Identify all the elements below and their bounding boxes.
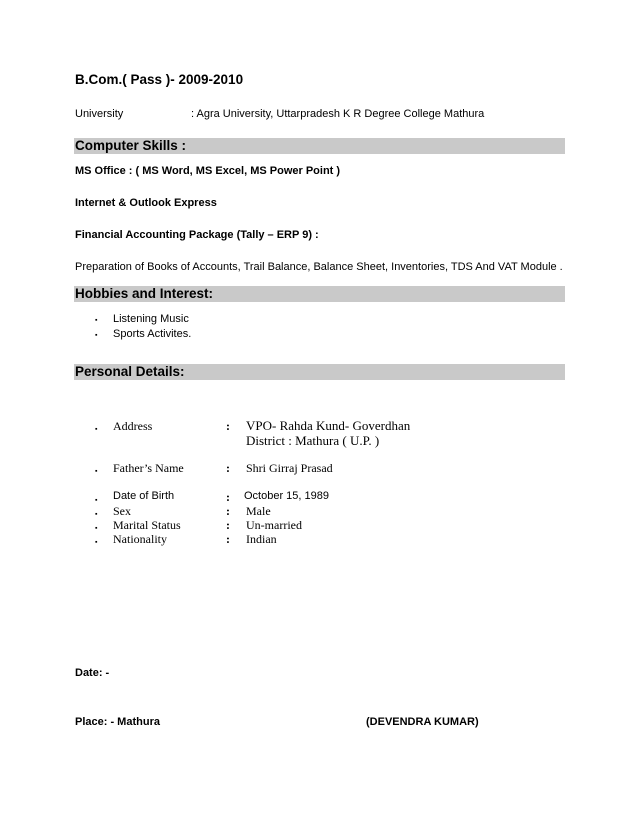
address-label: Address bbox=[113, 419, 153, 433]
computer-skills-heading: Computer Skills : bbox=[75, 138, 187, 153]
nationality-bullet: ▪ bbox=[95, 538, 98, 546]
address-line-2: District : Mathura ( U.P. ) bbox=[246, 433, 380, 448]
dob-value: October 15, 1989 bbox=[244, 490, 330, 502]
address-bullet: ▪ bbox=[95, 425, 98, 433]
place-label: Place: - Mathura bbox=[75, 716, 160, 728]
sex-colon: : bbox=[226, 504, 230, 518]
hobbies-heading: Hobbies and Interest: bbox=[75, 286, 214, 301]
nationality-label: Nationality bbox=[113, 532, 167, 546]
sex-label: Sex bbox=[113, 504, 131, 518]
personal-details-heading: Personal Details: bbox=[75, 364, 185, 379]
father-bullet: ▪ bbox=[95, 467, 98, 475]
marital-bullet: ▪ bbox=[95, 524, 98, 532]
university-value: : Agra University, Uttarpradesh K R Degree College Mathura bbox=[191, 108, 485, 120]
father-name-colon: : bbox=[226, 461, 230, 475]
hobby-item: Listening Music bbox=[113, 313, 189, 325]
dob-label: Date of Birth bbox=[113, 490, 175, 502]
university-label: University bbox=[75, 108, 124, 120]
date-label: Date: - bbox=[75, 667, 110, 679]
address-line-1: VPO- Rahda Kund- Goverdhan bbox=[246, 418, 411, 433]
internet-skill: Internet & Outlook Express bbox=[75, 197, 217, 209]
signature-name: (DEVENDRA KUMAR) bbox=[366, 716, 479, 728]
hobbies-section-bar bbox=[74, 286, 565, 302]
computer-skills-section-bar bbox=[74, 138, 565, 154]
marital-status-value: Un-married bbox=[246, 518, 302, 532]
degree-heading: B.Com.( Pass )- 2009-2010 bbox=[75, 72, 244, 87]
accounting-skill: Financial Accounting Package (Tally – ERP 9) : bbox=[75, 229, 319, 241]
marital-status-label: Marital Status bbox=[113, 518, 181, 532]
father-name-value: Shri Girraj Prasad bbox=[246, 461, 333, 475]
hobby-bullet: ▪ bbox=[95, 332, 98, 339]
ms-office-skill: MS Office : ( MS Word, MS Excel, MS Power Point ) bbox=[75, 165, 341, 177]
hobby-item: Sports Activites. bbox=[113, 328, 192, 340]
nationality-colon: : bbox=[226, 532, 230, 546]
nationality-value: Indian bbox=[246, 532, 277, 546]
hobby-bullet: ▪ bbox=[95, 317, 98, 324]
sex-bullet: ▪ bbox=[95, 510, 98, 518]
father-name-label: Father’s Name bbox=[113, 461, 184, 475]
address-colon: : bbox=[226, 419, 230, 433]
sex-value: Male bbox=[246, 504, 271, 518]
personal-details-section-bar bbox=[74, 364, 565, 380]
marital-status-colon: : bbox=[226, 518, 230, 532]
accounting-modules: Preparation of Books of Accounts, Trail Balance, Balance Sheet, Inventories, TDS And VAT Module . bbox=[75, 261, 563, 273]
dob-bullet: ▪ bbox=[95, 496, 98, 504]
dob-colon: : bbox=[226, 490, 230, 504]
